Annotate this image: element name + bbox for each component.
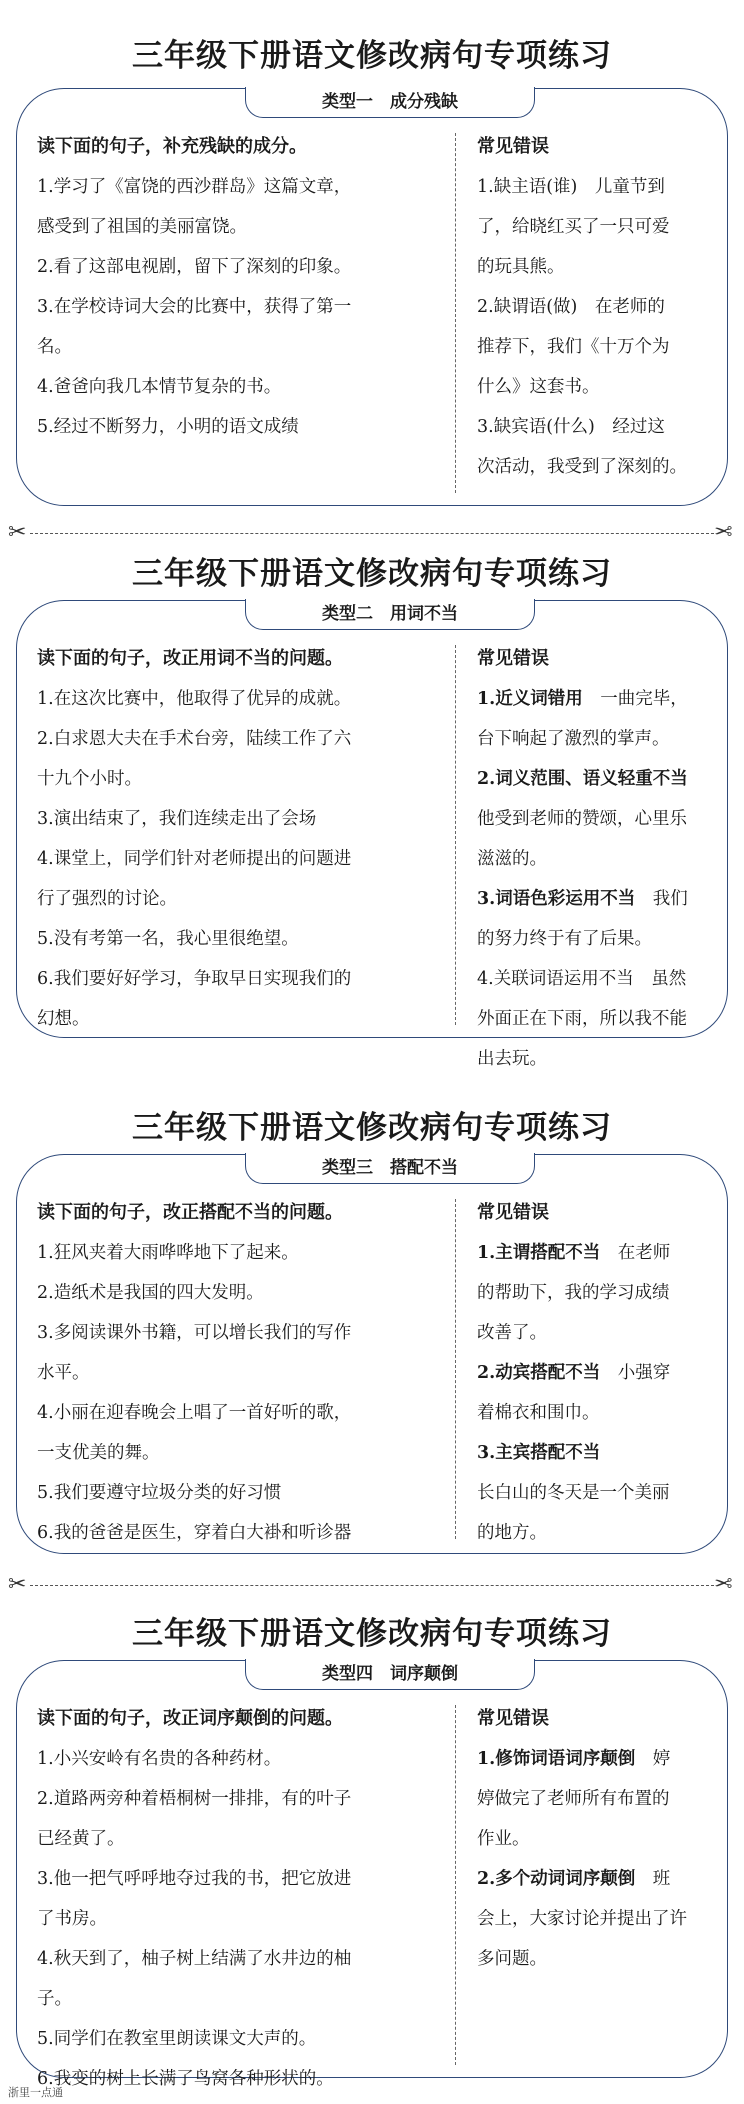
error-type-label: 1.近义词错用 (477, 689, 583, 709)
scissors-icon: ✂ (8, 520, 27, 545)
error-example-text: 婷 (635, 1749, 671, 1769)
error-example-line (477, 1313, 725, 1353)
error-example-line (477, 759, 725, 799)
error-example-text: 长白山的冬天是一个美丽 (477, 1483, 670, 1503)
exercise-line: 3.他一把气呼呼地夺过我的书，把它放进 (37, 1869, 352, 1889)
exercise-line: 4.秋天到了，柚子树上结满了水井边的柚 (37, 1949, 352, 1969)
exercise-line: 名。 (37, 337, 72, 357)
error-example-text: 了，给晓红买了一只可爱 (477, 217, 670, 237)
error-example-line (477, 1473, 725, 1513)
error-example-text: 3.缺宾语(什么) 经过这 (477, 417, 665, 437)
exercise-line: 1.小兴安岭有名贵的各种药材。 (37, 1749, 282, 1769)
error-example-text: 什么》这套书。 (477, 377, 600, 397)
errors-heading: 常见错误 (477, 136, 549, 157)
error-example-text: 班 (635, 1869, 671, 1889)
errors-heading: 常见错误 (477, 1202, 549, 1223)
exercise-card (16, 88, 728, 506)
error-example-text: 外面正在下雨，所以我不能 (477, 1009, 687, 1029)
exercise-line: 1.在这次比赛中，他取得了优异的成就。 (37, 689, 352, 709)
exercise-line: 幻想。 (37, 1009, 90, 1029)
error-example-text: 的帮助下，我的学习成绩 (477, 1283, 670, 1303)
error-example-line (477, 327, 725, 367)
type-label: 类型一 成分残缺 (245, 87, 535, 118)
exercise-card (16, 1660, 728, 2089)
column-divider (455, 133, 456, 493)
error-example-line (477, 407, 725, 447)
question-column (37, 1699, 447, 2099)
error-example-line (477, 1233, 725, 1273)
scissors-icon: ✂ (714, 1572, 733, 1597)
error-example-text: 着棉衣和围巾。 (477, 1403, 600, 1423)
exercise-line: 2.造纸术是我国的四大发明。 (37, 1283, 264, 1303)
errors-heading: 常见错误 (477, 1708, 549, 1729)
error-example-line (477, 679, 725, 719)
error-example-line (477, 919, 725, 959)
instruction-heading: 读下面的句子，改正搭配不当的问题。 (37, 1202, 343, 1223)
instruction-heading: 读下面的句子，改正用词不当的问题。 (37, 648, 343, 669)
error-type-label: 2.词义范围、语义轻重不当 (477, 769, 688, 789)
error-example-text: 1.缺主语(谁) 儿童节到 (477, 177, 665, 197)
exercise-line: 5.同学们在教室里朗读课文大声的。 (37, 2029, 317, 2049)
exercise-line: 感受到了祖国的美丽富饶。 (37, 217, 247, 237)
exercise-line: 4.课堂上，同学们针对老师提出的问题进 (37, 849, 352, 869)
exercise-card (16, 1154, 728, 1554)
error-type-label: 1.主谓搭配不当 (477, 1243, 601, 1263)
exercise-line: 了书房。 (37, 1909, 107, 1929)
column-divider (455, 645, 456, 1025)
exercise-line: 5.没有考第一名，我心里很绝望。 (37, 929, 299, 949)
error-example-text: 的地方。 (477, 1523, 547, 1543)
page-title: 三年级下册语文修改病句专项练习 (132, 556, 612, 592)
error-example-line (477, 999, 725, 1039)
error-example-text: 改善了。 (477, 1323, 547, 1343)
error-example-text: 2.缺谓语(做) 在老师的 (477, 297, 665, 317)
column-divider (455, 1705, 456, 2065)
errors-column (477, 127, 725, 487)
error-example-text: 会上，大家讨论并提出了许 (477, 1909, 687, 1929)
error-example-line (477, 247, 725, 287)
exercise-line: 一支优美的舞。 (37, 1443, 160, 1463)
scissors-icon: ✂ (714, 520, 733, 545)
error-example-line (477, 959, 725, 999)
error-example-line (477, 839, 725, 879)
error-example-line (477, 1039, 725, 1079)
error-example-text: 在老师 (600, 1243, 671, 1263)
error-example-line (477, 1779, 725, 1819)
exercise-line: 6.我变的树上长满了鸟窝各种形状的。 (37, 2069, 334, 2089)
cut-line (30, 1585, 714, 1586)
errors-heading: 常见错误 (477, 648, 549, 669)
error-example-line (477, 719, 725, 759)
error-example-text: 的努力终于有了后果。 (477, 929, 652, 949)
column-divider (455, 1199, 456, 1539)
type-label: 类型四 词序颠倒 (245, 1659, 535, 1690)
scissors-icon: ✂ (8, 1572, 27, 1597)
error-example-line (477, 879, 725, 919)
exercise-line: 5.经过不断努力，小明的语文成绩 (37, 417, 299, 437)
instruction-heading: 读下面的句子，补充残缺的成分。 (37, 136, 307, 157)
exercise-line: 2.白求恩大夫在手术台旁，陆续工作了六 (37, 729, 352, 749)
exercise-card (16, 600, 728, 1069)
error-example-text: 婷做完了老师所有布置的 (477, 1789, 670, 1809)
error-example-line (477, 1273, 725, 1313)
error-example-line (477, 1433, 725, 1473)
errors-column (477, 1193, 725, 1553)
error-example-text: 小强穿 (600, 1363, 671, 1383)
error-example-text: 作业。 (477, 1829, 530, 1849)
error-example-text: 一曲完毕， (582, 689, 688, 709)
page-title: 三年级下册语文修改病句专项练习 (132, 1110, 612, 1146)
exercise-line: 2.看了这部电视剧，留下了深刻的印象。 (37, 257, 352, 277)
question-column (37, 639, 447, 1039)
error-example-text: 的玩具熊。 (477, 257, 565, 277)
exercise-line: 2.道路两旁种着梧桐树一排排，有的叶子 (37, 1789, 352, 1809)
error-example-line (477, 207, 725, 247)
error-example-line (477, 1819, 725, 1859)
error-example-text: 台下响起了激烈的掌声。 (477, 729, 670, 749)
page-title: 三年级下册语文修改病句专项练习 (132, 1616, 612, 1652)
error-example-text: 出去玩。 (477, 1049, 547, 1069)
error-example-text: 4.关联词语运用不当 虽然 (477, 969, 687, 989)
exercise-line: 1.学习了《富饶的西沙群岛》这篇文章， (37, 177, 352, 197)
error-example-line (477, 1353, 725, 1393)
error-example-line (477, 1393, 725, 1433)
exercise-line: 5.我们要遵守垃圾分类的好习惯 (37, 1483, 282, 1503)
exercise-line: 3.多阅读课外书籍，可以增长我们的写作 (37, 1323, 352, 1343)
exercise-line: 3.演出结束了，我们连续走出了会场 (37, 809, 317, 829)
cut-line (30, 533, 714, 534)
error-example-line (477, 1859, 725, 1899)
error-example-text: 他受到老师的赞颂，心里乐 (477, 809, 687, 829)
error-type-label: 3.词语色彩运用不当 (477, 889, 636, 909)
exercise-line: 6.我们要好好学习，争取早日实现我们的 (37, 969, 352, 989)
error-example-text: 多问题。 (477, 1949, 547, 1969)
error-example-text: 次活动，我受到了深刻的。 (477, 457, 687, 477)
error-example-line (477, 447, 725, 487)
exercise-line: 子。 (37, 1989, 72, 2009)
error-type-label: 1.修饰词语词序颠倒 (477, 1749, 636, 1769)
error-type-label: 3.主宾搭配不当 (477, 1443, 601, 1463)
type-label: 类型二 用词不当 (245, 599, 535, 630)
error-example-line (477, 167, 725, 207)
error-example-text: 滋滋的。 (477, 849, 547, 869)
question-column (37, 127, 447, 447)
exercise-line: 已经黄了。 (37, 1829, 125, 1849)
error-example-line (477, 1739, 725, 1779)
error-example-line (477, 1939, 725, 1979)
exercise-line: 4.爸爸向我几本情节复杂的书。 (37, 377, 282, 397)
exercise-line: 行了强烈的讨论。 (37, 889, 177, 909)
errors-column (477, 639, 725, 1079)
exercise-line: 水平。 (37, 1363, 90, 1383)
watermark: 浙里一点通 (8, 2086, 63, 2099)
instruction-heading: 读下面的句子，改正词序颠倒的问题。 (37, 1708, 343, 1729)
exercise-line: 1.狂风夹着大雨哗哗地下了起来。 (37, 1243, 299, 1263)
exercise-line: 6.我的爸爸是医生，穿着白大褂和听诊器 (37, 1523, 352, 1543)
question-column (37, 1193, 447, 1553)
error-example-text: 我们 (635, 889, 688, 909)
exercise-line: 3.在学校诗词大会的比赛中，获得了第一 (37, 297, 352, 317)
error-type-label: 2.动宾搭配不当 (477, 1363, 601, 1383)
error-example-line (477, 287, 725, 327)
errors-column (477, 1699, 725, 1979)
exercise-line: 十九个小时。 (37, 769, 142, 789)
error-example-text: 推荐下，我们《十万个为 (477, 337, 670, 357)
error-example-line (477, 1899, 725, 1939)
error-example-line (477, 799, 725, 839)
error-type-label: 2.多个动词词序颠倒 (477, 1869, 636, 1889)
type-label: 类型三 搭配不当 (245, 1153, 535, 1184)
error-example-line (477, 367, 725, 407)
page-title: 三年级下册语文修改病句专项练习 (132, 38, 612, 74)
exercise-line: 4.小丽在迎春晚会上唱了一首好听的歌， (37, 1403, 352, 1423)
error-example-line (477, 1513, 725, 1553)
